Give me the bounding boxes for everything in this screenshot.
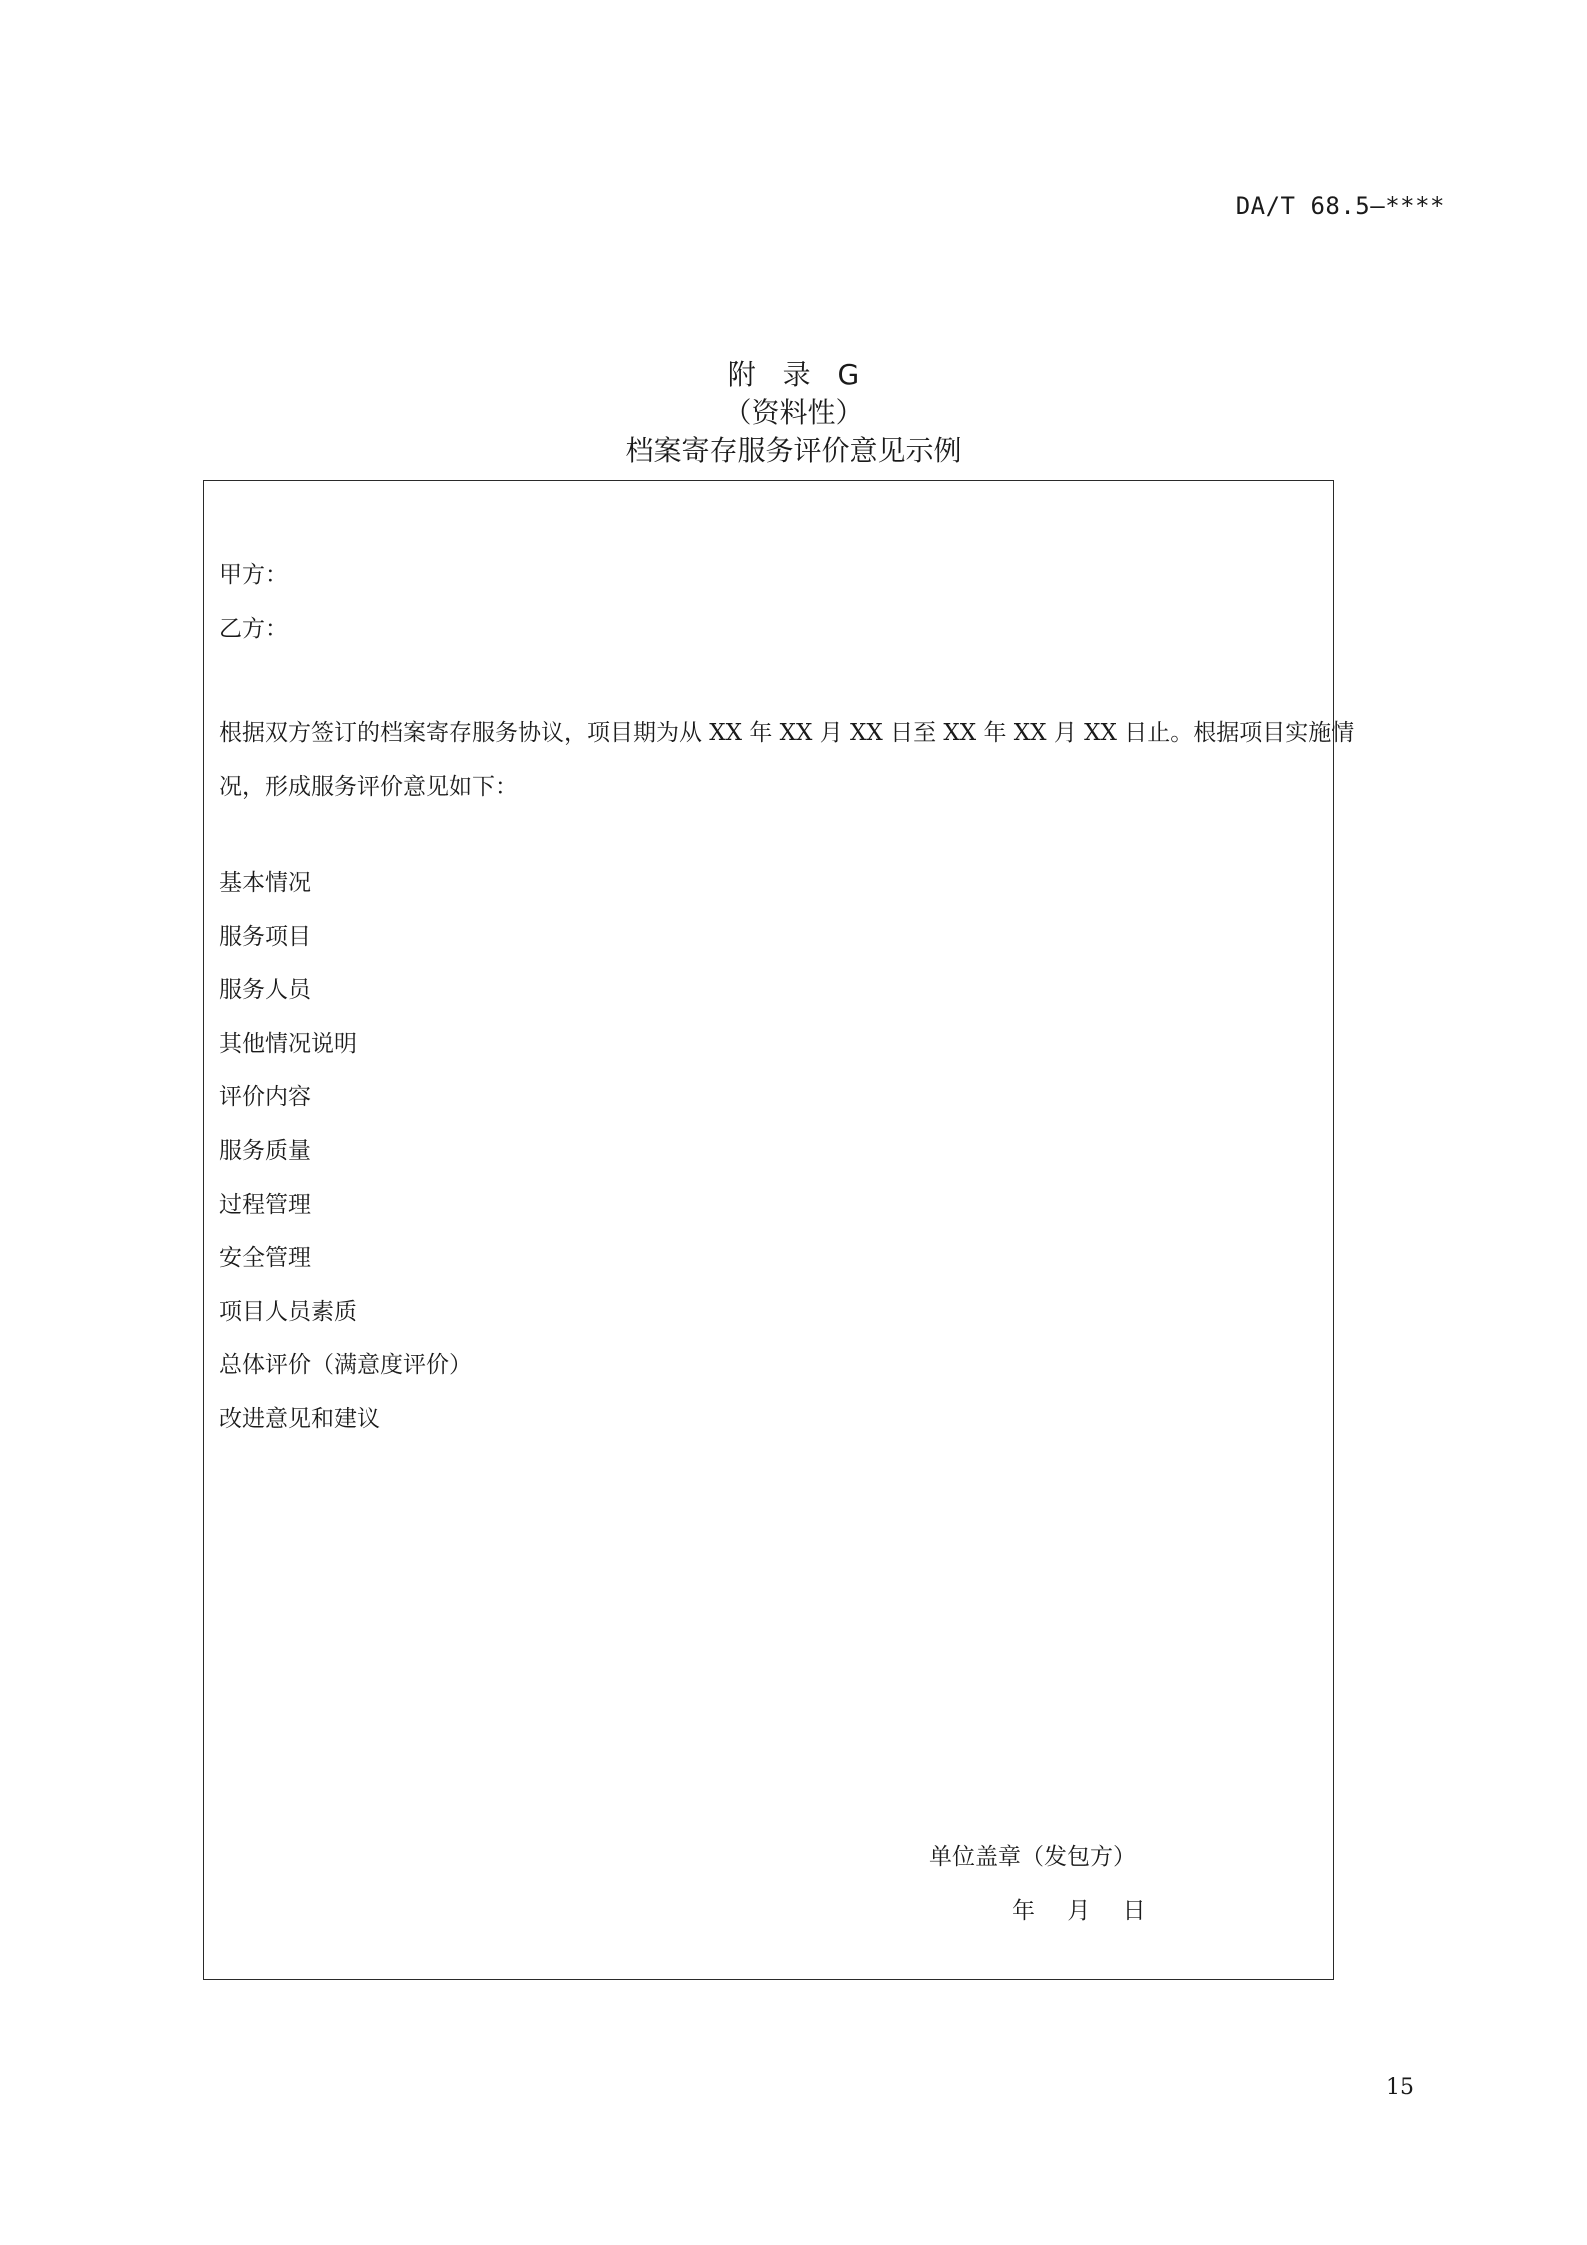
list-item: 服务人员 [219, 977, 311, 1004]
party-b-label: 乙方： [219, 616, 288, 642]
date-year: 年 [1012, 1898, 1035, 1924]
page-number: 15 [1386, 2075, 1414, 2100]
list-item: 其他情况说明 [219, 1030, 357, 1057]
party-a-label: 甲方： [219, 562, 288, 588]
intro-paragraph-line: 况，形成服务评价意见如下： [219, 774, 518, 800]
evaluation-items-list [219, 868, 472, 1458]
list-item: 服务质量 [219, 1137, 311, 1164]
evaluation-form-frame [203, 480, 1355, 1980]
signature-date [1012, 1892, 1146, 1925]
unit-stamp-label: 单位盖章（发包方） [929, 1844, 1136, 1870]
list-item: 项目人员素质 [219, 1298, 357, 1325]
appendix-nature: （资料性） [723, 396, 864, 429]
date-month: 月 [1067, 1898, 1091, 1924]
intro-paragraph [219, 706, 1355, 814]
list-item: 评价内容 [219, 1084, 311, 1111]
appendix-title-block [0, 356, 1587, 470]
list-item: 服务项目 [219, 923, 311, 950]
document-code: DA/T 68.5—**** [1235, 192, 1445, 220]
list-item: 过程管理 [219, 1191, 311, 1218]
appendix-title: 档案寄存服务评价意见示例 [625, 434, 962, 467]
list-item: 总体评价（满意度评价） [219, 1352, 472, 1379]
appendix-label: 附 录 G [727, 358, 860, 391]
date-day: 日 [1122, 1898, 1146, 1924]
list-item: 安全管理 [219, 1245, 311, 1272]
list-item: 改进意见和建议 [219, 1405, 380, 1432]
intro-paragraph-line: 根据双方签订的档案寄存服务协议，项目期为从 XX 年 XX 月 XX 日至 XX 年 XX 月 XX 日止。根据项目实施情 [219, 720, 1355, 746]
list-item: 基本情况 [219, 870, 311, 896]
